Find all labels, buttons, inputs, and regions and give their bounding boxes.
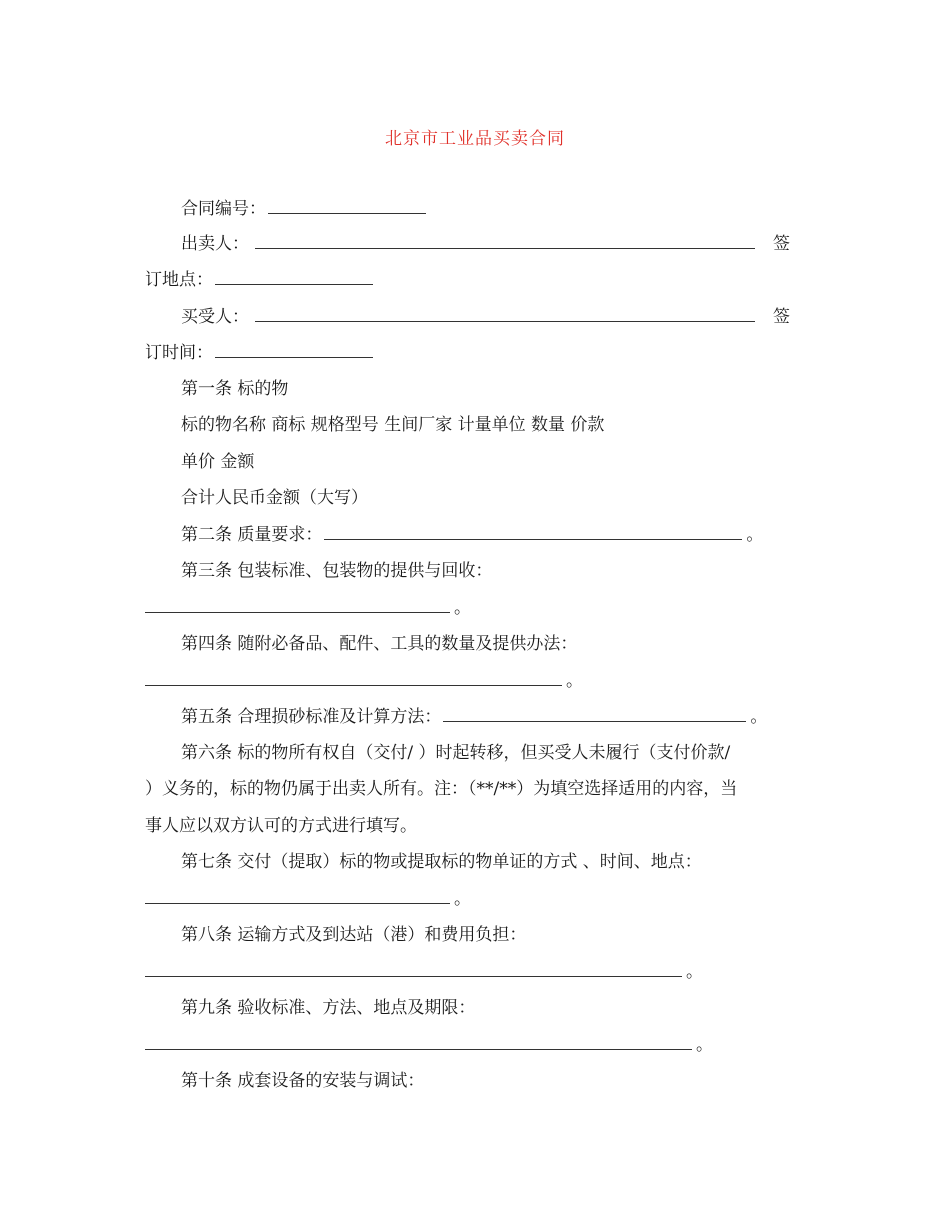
article-1-total: 合计人民币金额（大写） (181, 488, 368, 508)
article-7-heading: 第七条 交付（提取）标的物或提取标的物单证的方式 、时间、地点： (181, 852, 702, 872)
article-9-heading: 第九条 验收标准、方法、地点及期限： (181, 998, 476, 1018)
article-3-period: 。 (454, 598, 471, 618)
article-6-line-1: 第六条 标的物所有权自（交付/ ）时起转移，但买受人未履行（支付价款/ (181, 743, 731, 763)
contract-number-label: 合同编号： (181, 199, 266, 219)
article-8-blank (145, 961, 682, 977)
buyer-row (181, 306, 757, 328)
article-1-heading: 第一条 标的物 (181, 379, 289, 399)
article-3-heading: 第三条 包装标准、包装物的提供与回收： (181, 561, 493, 581)
seller-label: 出卖人： (181, 234, 249, 254)
article-2-row (181, 524, 763, 546)
article-1-columns: 标的物名称 商标 规格型号 生间厂家 计量单位 数量 价款 (181, 415, 605, 435)
sign-time-blank (215, 342, 373, 358)
contract-number-row (181, 198, 428, 220)
sign-time-row (145, 342, 375, 364)
article-2-label: 第二条 质量要求： (181, 525, 323, 545)
buyer-blank (255, 306, 755, 322)
article-4-fill-row (145, 670, 583, 692)
document-title: 北京市工业品买卖合同 (385, 129, 565, 149)
article-4-heading: 第四条 随附必备品、配件、工具的数量及提供办法： (181, 634, 578, 654)
contract-number-blank (268, 198, 426, 214)
article-5-blank (443, 706, 746, 722)
article-6-line-2: ）义务的，标的物仍属于出卖人所有。注：（**/**）为填空选择适用的内容，当 (145, 779, 738, 799)
article-10-heading: 第十条 成套设备的安装与调试： (181, 1071, 425, 1091)
article-8-period: 。 (686, 962, 703, 982)
sign-place-row (145, 269, 375, 291)
article-2-period: 。 (746, 525, 764, 545)
seller-blank (255, 233, 755, 249)
article-5-label: 第五条 合理损砂标准及计算方法： (181, 707, 442, 727)
article-5-row (181, 706, 767, 728)
article-5-period: 。 (750, 707, 768, 727)
sign-place-blank (215, 269, 373, 285)
buyer-sign-char: 签 (773, 307, 790, 327)
sign-place-label: 订地点： (145, 270, 213, 290)
article-2-blank (324, 524, 742, 540)
article-4-period: 。 (566, 671, 583, 691)
buyer-label: 买受人： (181, 307, 249, 327)
article-3-blank (145, 597, 450, 613)
article-8-heading: 第八条 运输方式及到达站（港）和费用负担： (181, 925, 527, 945)
article-3-fill-row (145, 597, 471, 619)
article-9-period: 。 (696, 1035, 713, 1055)
article-7-blank (145, 888, 450, 904)
article-9-blank (145, 1034, 692, 1050)
seller-row (181, 233, 757, 255)
sign-time-label: 订时间： (145, 343, 213, 363)
article-1-columns-2: 单价 金额 (181, 452, 255, 472)
article-4-blank (145, 670, 562, 686)
article-7-fill-row (145, 888, 471, 910)
article-8-fill-row (145, 961, 703, 983)
article-7-period: 。 (454, 889, 471, 909)
article-9-fill-row (145, 1034, 713, 1056)
article-6-line-3: 事人应以双方认可的方式进行填写。 (145, 816, 417, 836)
seller-sign-char: 签 (773, 234, 790, 254)
